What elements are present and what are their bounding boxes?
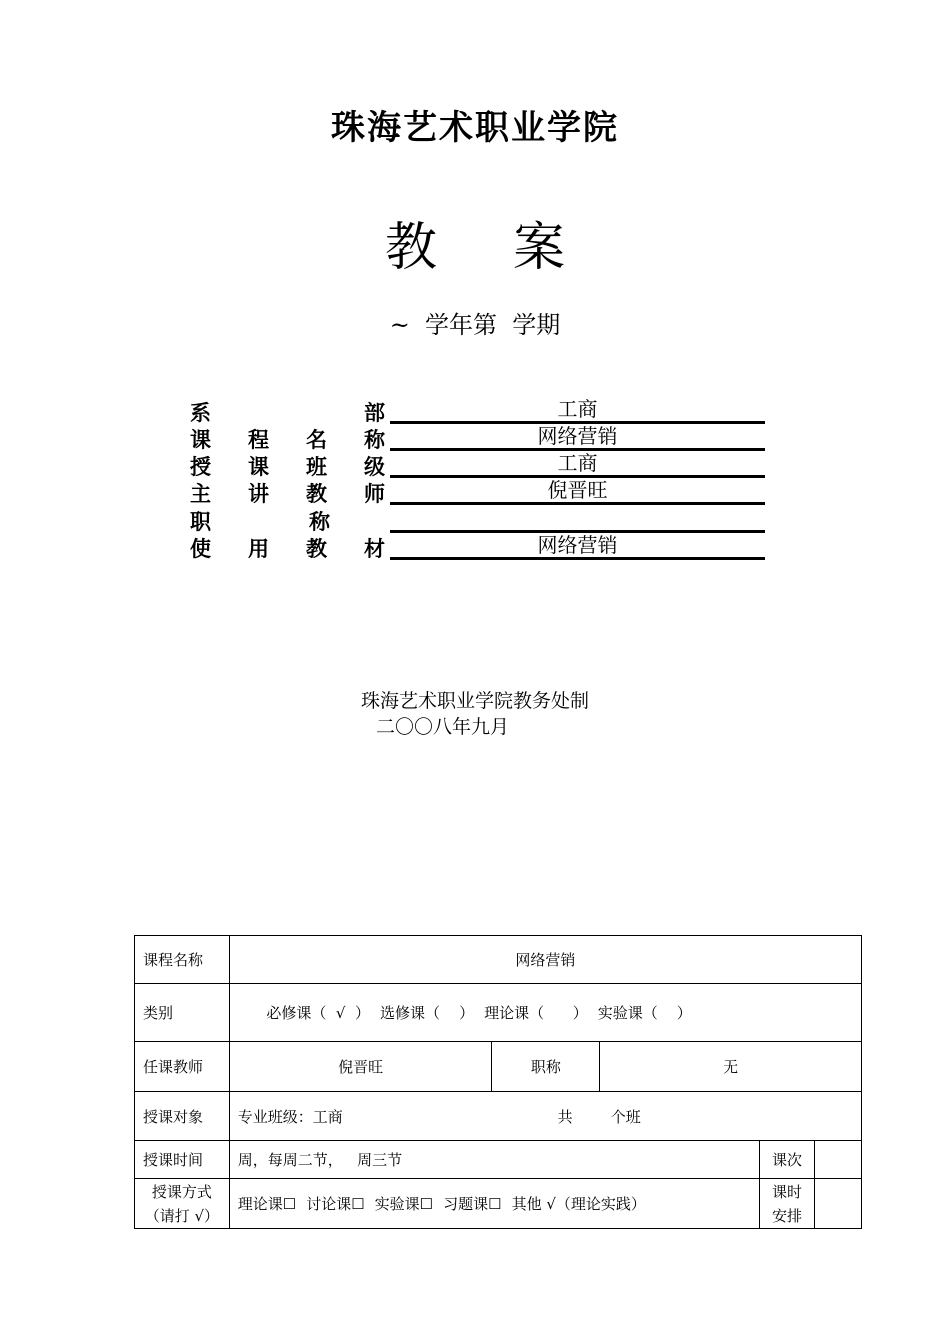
label-char: 师 bbox=[364, 482, 385, 506]
document-title bbox=[0, 205, 950, 280]
info-row-department bbox=[190, 397, 770, 424]
session-cell bbox=[815, 1141, 862, 1179]
info-label bbox=[190, 451, 385, 481]
course-info-table bbox=[134, 935, 862, 1229]
label-char: 教 bbox=[306, 482, 327, 506]
label-char: 名 bbox=[306, 428, 327, 452]
schedule-label-line2: 安排 bbox=[772, 1206, 803, 1225]
method-label-line1: 授课方式 bbox=[151, 1182, 212, 1201]
info-label bbox=[190, 533, 385, 563]
label-char: 讲 bbox=[248, 482, 269, 506]
title-value bbox=[390, 506, 765, 533]
table-row bbox=[135, 936, 862, 984]
schedule-cell bbox=[815, 1179, 862, 1229]
department-value: 工商 bbox=[390, 397, 765, 424]
label-char: 班 bbox=[306, 455, 327, 479]
label-char: 部 bbox=[364, 401, 385, 425]
table-row bbox=[135, 1179, 862, 1229]
label-char: 程 bbox=[248, 428, 269, 452]
category-required: 必修课（ √ ） bbox=[266, 1004, 371, 1022]
schedule-label-line1: 课时 bbox=[772, 1182, 803, 1201]
info-row-class bbox=[190, 451, 770, 478]
textbook-value: 网络营销 bbox=[390, 533, 765, 560]
time-label: 授课时间 bbox=[135, 1141, 230, 1179]
info-label bbox=[190, 506, 330, 536]
table-row bbox=[135, 1092, 862, 1141]
title-char-1: 教 bbox=[384, 218, 437, 278]
method-lab: 实验课☐ bbox=[374, 1195, 434, 1213]
label-char: 课 bbox=[248, 455, 269, 479]
label-char: 材 bbox=[364, 537, 385, 561]
school-name: 珠海艺术职业学院 bbox=[331, 108, 619, 148]
category-label: 类别 bbox=[135, 984, 230, 1042]
course-name-value: 网络营销 bbox=[390, 424, 765, 451]
academic-term: ~ 学年第 学期 bbox=[389, 311, 561, 339]
category-elective: 选修课（ ） bbox=[380, 1004, 475, 1022]
method-options bbox=[229, 1179, 759, 1229]
title-cell: 无 bbox=[600, 1042, 862, 1092]
method-theory: 理论课☐ bbox=[237, 1195, 297, 1213]
info-row-lecturer bbox=[190, 478, 770, 505]
category-lab: 实验课（ ） bbox=[597, 1004, 692, 1022]
label-char: 使 bbox=[190, 537, 211, 561]
info-row-textbook bbox=[190, 533, 770, 560]
method-other: 其他 √（理论实践） bbox=[511, 1195, 646, 1213]
issuer-text: 珠海艺术职业学院教务处制 bbox=[360, 690, 589, 712]
time-cell: 周，每周二节， 周三节 bbox=[229, 1141, 759, 1179]
method-exercise: 习题课☐ bbox=[443, 1195, 502, 1213]
course-name-label: 课程名称 bbox=[135, 936, 230, 984]
category-options bbox=[229, 984, 861, 1042]
label-char: 职 bbox=[190, 510, 211, 534]
label-char: 级 bbox=[364, 455, 385, 479]
label-char: 授 bbox=[190, 455, 211, 479]
schedule-label bbox=[760, 1179, 815, 1229]
title-char-2: 案 bbox=[513, 218, 566, 278]
table-row bbox=[135, 1042, 862, 1092]
info-label bbox=[190, 424, 385, 454]
target-count: 共 个班 bbox=[557, 1107, 641, 1126]
label-char: 称 bbox=[309, 510, 330, 534]
target-cell bbox=[229, 1092, 861, 1141]
teacher-label: 任课教师 bbox=[135, 1042, 230, 1092]
method-label-line2: （请打 √） bbox=[144, 1206, 220, 1225]
method-discussion: 讨论课☐ bbox=[306, 1195, 365, 1213]
teacher-cell: 倪晋旺 bbox=[229, 1042, 492, 1092]
method-label bbox=[135, 1179, 230, 1229]
label-char: 主 bbox=[190, 482, 211, 506]
course-name-cell: 网络营销 bbox=[229, 936, 861, 984]
label-char: 称 bbox=[364, 428, 385, 452]
target-class: 专业班级：工商 bbox=[237, 1107, 343, 1126]
info-label bbox=[190, 397, 385, 427]
class-value: 工商 bbox=[390, 451, 765, 478]
issue-date: 二〇〇八年九月 bbox=[376, 716, 510, 738]
info-label bbox=[190, 478, 385, 508]
label-char: 系 bbox=[190, 401, 211, 425]
lecturer-value: 倪晋旺 bbox=[390, 478, 765, 505]
label-char: 课 bbox=[190, 428, 211, 452]
session-label: 课次 bbox=[760, 1141, 815, 1179]
info-row-course-name bbox=[190, 424, 770, 451]
title-label: 职称 bbox=[492, 1042, 600, 1092]
category-theory: 理论课（ ） bbox=[484, 1004, 588, 1022]
label-char: 教 bbox=[306, 537, 327, 561]
table-row bbox=[135, 1141, 862, 1179]
info-row-title bbox=[190, 506, 770, 533]
label-char: 用 bbox=[248, 537, 269, 561]
table-row bbox=[135, 984, 862, 1042]
target-label: 授课对象 bbox=[135, 1092, 230, 1141]
